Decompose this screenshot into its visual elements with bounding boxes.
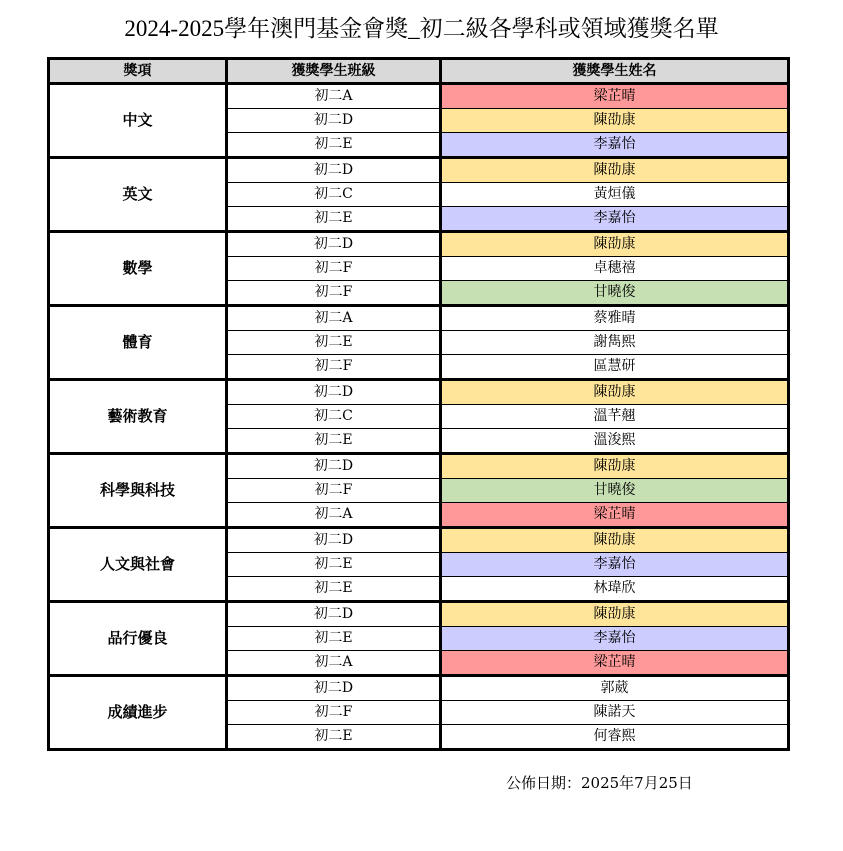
announcement-date: 公佈日期：2025年7月25日 [506, 774, 693, 792]
student-class: 初二E [227, 553, 441, 577]
student-name: 李嘉怡 [441, 133, 789, 158]
student-name: 陳劭康 [441, 109, 789, 133]
student-class: 初二D [227, 602, 441, 627]
student-name: 溫浚熙 [441, 429, 789, 454]
table-row [49, 158, 789, 183]
student-class: 初二F [227, 355, 441, 380]
student-name: 梁芷晴 [441, 651, 789, 676]
student-class: 初二D [227, 676, 441, 701]
student-class: 初二A [227, 503, 441, 528]
student-name: 蔡雅晴 [441, 306, 789, 331]
header-name: 獲獎學生姓名 [441, 59, 789, 84]
student-name: 陳劭康 [441, 232, 789, 257]
student-name: 陳劭康 [441, 158, 789, 183]
student-class: 初二E [227, 429, 441, 454]
award-subject: 藝術教育 [49, 380, 227, 454]
student-name: 梁芷晴 [441, 503, 789, 528]
award-subject: 中文 [49, 84, 227, 158]
student-class: 初二C [227, 183, 441, 207]
student-class: 初二F [227, 257, 441, 281]
student-class: 初二D [227, 232, 441, 257]
student-class: 初二D [227, 380, 441, 405]
student-name: 李嘉怡 [441, 627, 789, 651]
student-name: 何睿熙 [441, 725, 789, 750]
student-class: 初二C [227, 405, 441, 429]
student-class: 初二E [227, 627, 441, 651]
student-class: 初二D [227, 528, 441, 553]
table-row [49, 306, 789, 331]
student-class: 初二F [227, 281, 441, 306]
student-name: 郭葳 [441, 676, 789, 701]
student-name: 謝雋熙 [441, 331, 789, 355]
student-class: 初二A [227, 84, 441, 109]
table-row [49, 528, 789, 553]
student-name: 陳劭康 [441, 602, 789, 627]
student-class: 初二E [227, 207, 441, 232]
student-name: 黃烜儀 [441, 183, 789, 207]
student-name: 甘曉俊 [441, 281, 789, 306]
student-name: 甘曉俊 [441, 479, 789, 503]
student-class: 初二A [227, 651, 441, 676]
student-name: 李嘉怡 [441, 553, 789, 577]
student-name: 陳劭康 [441, 528, 789, 553]
student-class: 初二D [227, 109, 441, 133]
header-class: 獲獎學生班級 [227, 59, 441, 84]
header-row [49, 59, 789, 84]
award-subject: 品行優良 [49, 602, 227, 676]
award-subject: 成績進步 [49, 676, 227, 750]
student-class: 初二E [227, 725, 441, 750]
student-class: 初二E [227, 577, 441, 602]
student-class: 初二D [227, 158, 441, 183]
table-row [49, 84, 789, 109]
student-name: 陳劭康 [441, 380, 789, 405]
student-name: 陳劭康 [441, 454, 789, 479]
student-name: 李嘉怡 [441, 207, 789, 232]
header-subject: 獎項 [49, 59, 227, 84]
table-row [49, 380, 789, 405]
student-name: 梁芷晴 [441, 84, 789, 109]
student-name: 卓穗禧 [441, 257, 789, 281]
table-row [49, 454, 789, 479]
award-table-body [49, 84, 789, 750]
award-subject: 體育 [49, 306, 227, 380]
award-subject: 英文 [49, 158, 227, 232]
table-row [49, 602, 789, 627]
student-name: 溫芊翹 [441, 405, 789, 429]
page-title: 2024-2025學年澳門基金會獎_初二級各學科或領域獲獎名單 [124, 16, 719, 41]
award-table [47, 57, 790, 751]
award-subject: 人文與社會 [49, 528, 227, 602]
student-class: 初二F [227, 479, 441, 503]
award-subject: 數學 [49, 232, 227, 306]
table-row [49, 232, 789, 257]
student-class: 初二F [227, 701, 441, 725]
student-class: 初二D [227, 454, 441, 479]
student-class: 初二A [227, 306, 441, 331]
award-subject: 科學與科技 [49, 454, 227, 528]
student-name: 陳諾天 [441, 701, 789, 725]
student-class: 初二E [227, 331, 441, 355]
student-name: 林瑋欣 [441, 577, 789, 602]
table-row [49, 676, 789, 701]
student-name: 區慧研 [441, 355, 789, 380]
student-class: 初二E [227, 133, 441, 158]
